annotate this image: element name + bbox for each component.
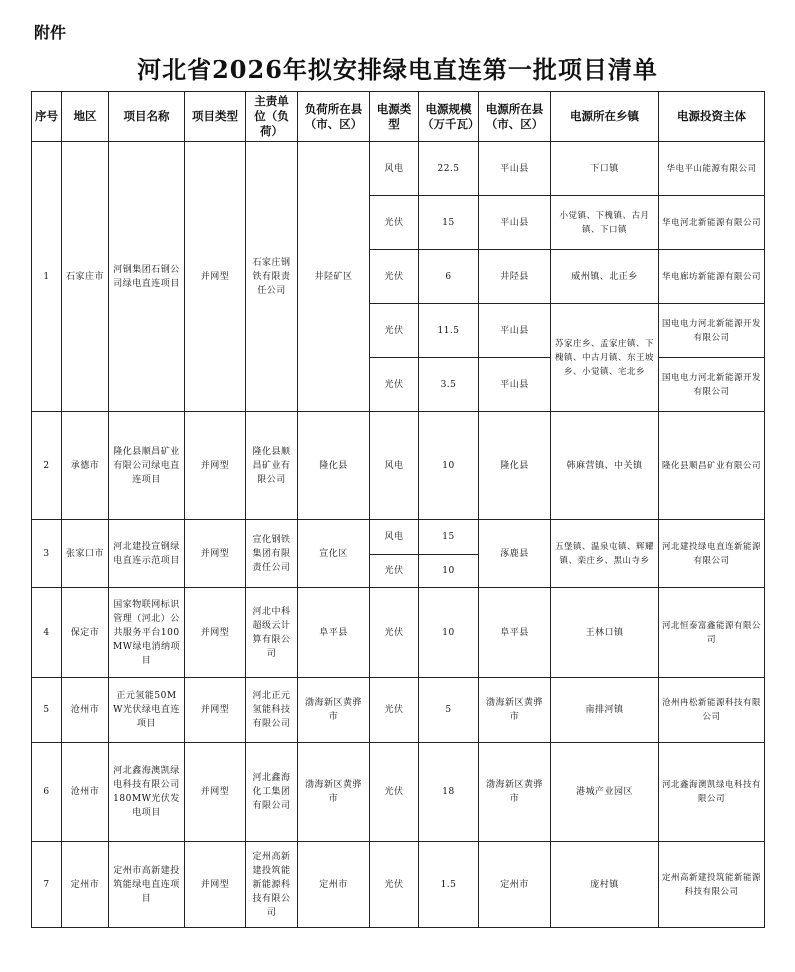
cell-region: 保定市 [62, 588, 109, 678]
cell-source-county: 渤海新区黄骅市 [479, 678, 551, 743]
header-source-county: 电源所在县（市、区） [479, 92, 551, 142]
cell-seq: 2 [32, 412, 62, 520]
cell-source-type: 光伏 [370, 304, 419, 358]
header-project: 项目名称 [109, 92, 185, 142]
cell-scale: 6 [419, 250, 479, 304]
cell-source-county: 定州市 [479, 842, 551, 928]
cell-project-type: 并网型 [185, 678, 246, 743]
cell-project-name: 定州市高新建投筑能绿电直连项目 [109, 842, 185, 928]
cell-scale: 10 [419, 412, 479, 520]
cell-seq: 4 [32, 588, 62, 678]
cell-project-name: 河钢集团石钢公司绿电直连项目 [109, 142, 185, 412]
cell-load-county: 隆化县 [298, 412, 370, 520]
cell-load-county: 宣化区 [298, 520, 370, 588]
cell-town: 五堡镇、温泉屯镇、辉耀镇、栾庄乡、黑山寺乡 [551, 520, 659, 588]
table-row [32, 678, 765, 743]
cell-town: 苏家庄乡、孟家庄镇、下槐镇、中古月镇、东王坡乡、小觉镇、宅北乡 [551, 304, 659, 412]
cell-unit: 河北正元氢能科技有限公司 [246, 678, 298, 743]
header-region: 地区 [62, 92, 109, 142]
cell-load-county: 阜平县 [298, 588, 370, 678]
cell-project-type: 并网型 [185, 588, 246, 678]
cell-seq: 3 [32, 520, 62, 588]
cell-town: 下口镇 [551, 142, 659, 196]
cell-town: 韩麻营镇、中关镇 [551, 412, 659, 520]
cell-investor: 河北建投绿电直连新能源有限公司 [659, 520, 765, 588]
cell-project-type: 并网型 [185, 743, 246, 842]
cell-town: 王林口镇 [551, 588, 659, 678]
cell-source-type: 风电 [370, 520, 419, 555]
cell-scale: 3.5 [419, 358, 479, 412]
cell-scale: 11.5 [419, 304, 479, 358]
cell-load-county: 渤海新区黄骅市 [298, 743, 370, 842]
cell-source-county: 平山县 [479, 142, 551, 196]
cell-seq: 6 [32, 743, 62, 842]
cell-investor: 沧州冉松新能源科技有限公司 [659, 678, 765, 743]
cell-source-county: 涿鹿县 [479, 520, 551, 588]
cell-town: 港城产业园区 [551, 743, 659, 842]
cell-scale: 10 [419, 588, 479, 678]
cell-seq: 7 [32, 842, 62, 928]
cell-investor: 华电河北新能源有限公司 [659, 196, 765, 250]
cell-source-county: 隆化县 [479, 412, 551, 520]
cell-source-county: 平山县 [479, 304, 551, 358]
cell-project-name: 国家物联网标识管理（河北）公共服务平台100MW绿电消纳项目 [109, 588, 185, 678]
cell-region: 定州市 [62, 842, 109, 928]
cell-unit: 隆化县顺昌矿业有限公司 [246, 412, 298, 520]
project-table [31, 91, 765, 928]
cell-unit: 石家庄钢铁有限责任公司 [246, 142, 298, 412]
cell-project-name: 河北建投宣钢绿电直连示范项目 [109, 520, 185, 588]
cell-project-name: 正元氢能50MW光伏绿电直连项目 [109, 678, 185, 743]
cell-source-type: 光伏 [370, 250, 419, 304]
cell-source-type: 光伏 [370, 358, 419, 412]
header-town: 电源所在乡镇 [551, 92, 659, 142]
cell-region: 石家庄市 [62, 142, 109, 412]
cell-investor: 国电电力河北新能源开发有限公司 [659, 358, 765, 412]
table-row [32, 412, 765, 520]
cell-source-type: 光伏 [370, 588, 419, 678]
cell-investor: 华电廊坊新能源有限公司 [659, 250, 765, 304]
cell-project-type: 并网型 [185, 520, 246, 588]
cell-source-type: 风电 [370, 412, 419, 520]
cell-region: 张家口市 [62, 520, 109, 588]
cell-scale: 18 [419, 743, 479, 842]
cell-town: 庞村镇 [551, 842, 659, 928]
cell-source-type: 光伏 [370, 678, 419, 743]
cell-seq: 5 [32, 678, 62, 743]
header-investor: 电源投资主体 [659, 92, 765, 142]
table-row [32, 743, 765, 842]
cell-source-type: 光伏 [370, 743, 419, 842]
cell-source-county: 平山县 [479, 358, 551, 412]
cell-investor: 华电平山能源有限公司 [659, 142, 765, 196]
cell-load-county: 渤海新区黄骅市 [298, 678, 370, 743]
header-row [32, 92, 765, 142]
cell-region: 沧州市 [62, 678, 109, 743]
cell-source-type: 光伏 [370, 842, 419, 928]
cell-project-name: 隆化县顺昌矿业有限公司绿电直连项目 [109, 412, 185, 520]
table-row [32, 520, 765, 555]
cell-unit: 定州高新建投筑能新能源科技有限公司 [246, 842, 298, 928]
cell-load-county: 定州市 [298, 842, 370, 928]
cell-unit: 宣化钢铁集团有限责任公司 [246, 520, 298, 588]
cell-region: 沧州市 [62, 743, 109, 842]
header-load-county: 负荷所在县（市、区） [298, 92, 370, 142]
cell-source-county: 阜平县 [479, 588, 551, 678]
cell-source-type: 风电 [370, 142, 419, 196]
cell-town: 小觉镇、下槐镇、古月镇、下口镇 [551, 196, 659, 250]
cell-source-county: 井陉县 [479, 250, 551, 304]
cell-project-name: 河北鑫海澳凯绿电科技有限公司180MW光伏发电项目 [109, 743, 185, 842]
header-type: 项目类型 [185, 92, 246, 142]
cell-region: 承德市 [62, 412, 109, 520]
cell-source-type: 光伏 [370, 196, 419, 250]
header-scale: 电源规模（万千瓦） [419, 92, 479, 142]
page-title: 河北省2026年拟安排绿电直连第一批项目清单 [137, 55, 658, 84]
cell-seq: 1 [32, 142, 62, 412]
cell-scale: 22.5 [419, 142, 479, 196]
cell-investor: 河北鑫海澳凯绿电科技有限公司 [659, 743, 765, 842]
cell-source-county: 平山县 [479, 196, 551, 250]
cell-unit: 河北鑫海化工集团有限公司 [246, 743, 298, 842]
attachment-label: 附件 [34, 23, 67, 42]
cell-town: 南排河镇 [551, 678, 659, 743]
header-seq: 序号 [32, 92, 62, 142]
cell-project-type: 并网型 [185, 412, 246, 520]
cell-source-county: 渤海新区黄骅市 [479, 743, 551, 842]
cell-investor: 隆化县顺昌矿业有限公司 [659, 412, 765, 520]
table-row [32, 142, 765, 196]
cell-source-type: 光伏 [370, 555, 419, 588]
cell-unit: 河北中科超级云计算有限公司 [246, 588, 298, 678]
cell-investor: 定州高新建投筑能新能源科技有限公司 [659, 842, 765, 928]
cell-load-county: 井陉矿区 [298, 142, 370, 412]
table-row [32, 588, 765, 678]
cell-investor: 国电电力河北新能源开发有限公司 [659, 304, 765, 358]
table-row [32, 842, 765, 928]
cell-investor: 河北恒泰富鑫能源有限公司 [659, 588, 765, 678]
cell-project-type: 并网型 [185, 842, 246, 928]
cell-scale: 15 [419, 520, 479, 555]
cell-scale: 5 [419, 678, 479, 743]
cell-scale: 10 [419, 555, 479, 588]
cell-project-type: 并网型 [185, 142, 246, 412]
cell-scale: 15 [419, 196, 479, 250]
cell-scale: 1.5 [419, 842, 479, 928]
cell-town: 威州镇、北正乡 [551, 250, 659, 304]
header-source-type: 电源类型 [370, 92, 419, 142]
header-unit: 主责单位（负荷） [246, 92, 298, 142]
